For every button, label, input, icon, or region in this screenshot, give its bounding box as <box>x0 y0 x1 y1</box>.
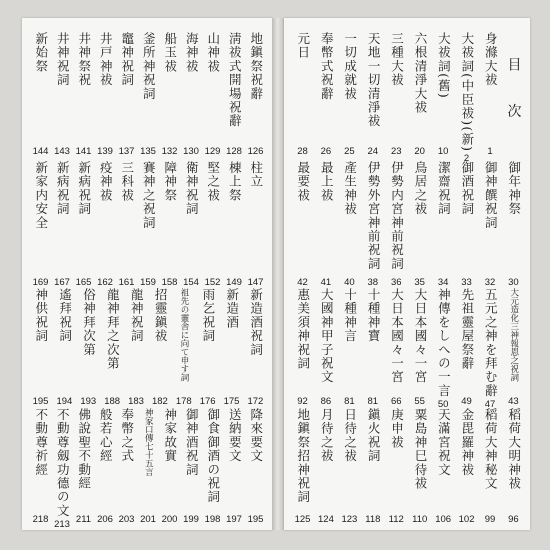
toc-entry-title: 地鎭祭招神祝詞 <box>295 408 311 504</box>
toc-entry-title: 伊勢外宮神前祝詞 <box>366 161 382 271</box>
toc-entry-page-number: 86 <box>320 395 332 407</box>
toc-entry-page-number: 92 <box>297 395 308 407</box>
toc-entry-page-number: 154 <box>183 276 199 288</box>
toc-entry-page-number: 183 <box>128 395 144 407</box>
toc-entry-page-number: 125 <box>294 513 311 525</box>
toc-entry-title: 堅之祓 <box>205 161 221 203</box>
toc-entry-page-number: 135 <box>140 145 156 157</box>
toc-entry-page-number: 66 <box>390 395 402 407</box>
toc-entry-page-number: 130 <box>183 145 199 157</box>
toc-entry-page-number: 199 <box>183 513 199 525</box>
toc-entry-page-number: 49 <box>461 395 472 407</box>
toc-entry-page-number: 198 <box>204 513 221 525</box>
toc-entry-page-number: 159 <box>140 276 156 288</box>
toc-entry-title: 產生神祓 <box>342 161 358 216</box>
toc-entry-page-number: 35 <box>414 276 425 288</box>
toc-entry-title: 山神祓 <box>205 32 221 74</box>
toc-entry-title: 十種神寶 <box>366 288 382 343</box>
toc-entry <box>480 408 501 524</box>
toc-entry-title: 井神祝詞 <box>55 32 71 87</box>
toc-entry-page-number: 96 <box>508 513 519 525</box>
toc-entry-page-number: 43 <box>508 395 519 407</box>
toc-entry-page-number: 149 <box>226 276 242 288</box>
toc-entry-page-number: 128 <box>226 145 242 157</box>
toc-row <box>30 32 266 156</box>
toc-entry-page-number: 28 <box>297 145 308 157</box>
toc-entry-title: 天滿宮祝文 <box>436 408 452 477</box>
toc-entry-title: 神傳をしへの一言 <box>436 288 452 398</box>
toc-entry-title: 粟島神巳待祓 <box>412 408 428 491</box>
toc-entry-title: 釜所神祝詞 <box>141 32 157 101</box>
toc-entry <box>409 408 430 524</box>
toc-entry-title: 招靈鎭祓 <box>153 288 169 343</box>
toc-entry-page-number: 40 <box>344 276 355 288</box>
toc-entry-title: 大祓詞(中臣祓)(新) <box>459 32 475 153</box>
toc-entry-page-number: 178 <box>175 395 192 407</box>
toc-entry <box>30 32 51 156</box>
left-page <box>22 18 272 530</box>
toc-entry <box>480 161 501 287</box>
toc-entry-page-number: 24 <box>367 145 379 157</box>
toc-entry <box>456 288 477 406</box>
toc-entry-title: 海神祓 <box>184 32 200 74</box>
toc-entry <box>503 161 524 287</box>
toc-entry-title: 奉幣式祝辭 <box>319 32 335 101</box>
toc-entry-page-number: 203 <box>118 513 135 525</box>
toc-entry <box>245 32 266 156</box>
toc-entry <box>456 161 477 287</box>
toc-entry-page-number: 26 <box>320 145 332 157</box>
toc-entry <box>315 288 336 406</box>
toc-entry <box>480 32 501 156</box>
toc-entry-page-number: 161 <box>118 276 135 288</box>
toc-entry-page-number: 132 <box>161 145 178 157</box>
toc-entry-title: 井戸神祓 <box>98 32 114 87</box>
toc-entry-title: 惠美須神祝詞 <box>295 288 311 371</box>
toc-entry-title: 大國神甲子祝文 <box>319 288 335 384</box>
toc-entry-title: 元日 <box>295 32 311 60</box>
toc-entry <box>292 32 313 156</box>
toc-entry <box>173 288 194 406</box>
toc-entry-page-number: 99 <box>484 513 496 525</box>
toc-entry-page-number: 30 <box>508 276 519 288</box>
toc-entry-title: 遙拜祝詞 <box>57 288 73 343</box>
toc-entry-title: 潔齋祝詞 <box>436 161 452 216</box>
toc-entry-title: 龍神祝詞 <box>129 288 145 343</box>
toc-entry-page-number: 38 <box>367 276 379 288</box>
toc-entry-title: 一切成就祓 <box>342 32 358 101</box>
toc-entry <box>386 408 407 524</box>
toc-entry <box>362 288 383 406</box>
toc-entry <box>52 408 73 530</box>
toc-entry-page-number: 23 <box>390 145 402 157</box>
toc-entry <box>224 408 245 524</box>
toc-entry-title: 淸祓式開場祝辭 <box>227 32 243 128</box>
toc-entry-page-number: 195 <box>247 513 264 525</box>
toc-entry-page-number: 194 <box>56 395 73 407</box>
toc-entry-page-number: 10 <box>437 145 449 157</box>
toc-entry-title: 新造酒祝詞 <box>248 288 264 357</box>
toc-entry-page-number: 33 <box>461 276 472 288</box>
toc-entry-title: 神供祝詞 <box>33 288 49 343</box>
toc-entry-page-number: 20 <box>414 145 425 157</box>
toc-entry <box>315 408 336 524</box>
toc-entry <box>159 32 180 156</box>
toc-entry-title: 柱立 <box>248 161 264 189</box>
toc-entry-page-number: 42 <box>297 276 308 288</box>
toc-entry-title: 五元之神を拜む辭 <box>483 288 499 398</box>
toc-entry <box>95 32 116 156</box>
toc-entry-title: 不動尊劔功德の文 <box>55 408 71 518</box>
toc-entry-page-number: 81 <box>344 395 355 407</box>
toc-entry <box>224 32 245 156</box>
toc-entry-title: 御神酒祝詞 <box>184 408 200 477</box>
toc-entry-title: 月待之祓 <box>319 408 335 463</box>
toc-entry-page-number: 32 <box>484 276 496 288</box>
toc-entry <box>224 161 245 287</box>
toc-entry <box>73 161 94 287</box>
toc-entry <box>409 32 430 156</box>
toc-entry-page-number: 36 <box>390 276 402 288</box>
toc-entry-title: 龍神拜之次第 <box>105 288 121 371</box>
toc-entry <box>159 161 180 287</box>
toc-entry-page-number: 188 <box>104 395 121 407</box>
toc-entry-page-number: 118 <box>365 513 381 525</box>
toc-entry <box>480 288 501 410</box>
toc-entry-title: 神家故實 <box>162 408 178 463</box>
toc-entry <box>292 288 313 406</box>
toc-entry-page-number: 50 <box>437 398 449 410</box>
toc-entry <box>245 161 266 287</box>
toc-entry-page-number: 141 <box>75 145 92 157</box>
toc-entry <box>181 408 202 524</box>
toc-entry <box>116 32 137 156</box>
toc-entry <box>362 161 383 287</box>
toc-entry <box>126 288 147 406</box>
toc-entry <box>503 408 524 524</box>
toc-entry-title: 祖先の靈舎に向て申す詞 <box>179 288 189 382</box>
toc-entry-title: 先祖靈屋祭辭 <box>459 288 475 371</box>
toc-row <box>30 288 266 406</box>
toc-entry-page-number: 201 <box>140 513 156 525</box>
toc-entry-title: 新病祝詞 <box>76 161 92 216</box>
toc-entry-page-number: 213 <box>54 518 70 530</box>
toc-entry-title: 障神祭 <box>162 161 178 203</box>
toc-entry <box>95 161 116 287</box>
toc-entry <box>339 161 360 287</box>
toc-entry-page-number: 193 <box>80 395 97 407</box>
toc-row <box>30 408 266 530</box>
toc-entry-title: 降來要文 <box>248 408 264 463</box>
toc-entry <box>456 32 477 165</box>
toc-entry-page-number: 182 <box>151 395 168 407</box>
toc-entry-title: 最要祓 <box>295 161 311 203</box>
toc-entry <box>138 408 159 524</box>
toc-entry-title: 竈神祝詞 <box>119 32 135 87</box>
toc-entry-title: 大日本國々一宮 <box>412 288 428 384</box>
toc-entry-title: 稻荷大神秘文 <box>483 408 499 491</box>
toc-entry <box>409 288 430 406</box>
toc-entry-page-number: 167 <box>54 276 70 288</box>
toc-entry <box>362 32 383 156</box>
toc-entry-page-number: 129 <box>204 145 221 157</box>
toc-entry-page-number: 112 <box>388 513 404 525</box>
toc-entry-page-number: 137 <box>118 145 135 157</box>
toc-entry-page-number: 102 <box>458 513 475 525</box>
toc-entry-title: 送納要文 <box>227 408 243 463</box>
toc-entry <box>362 408 383 524</box>
book-gutter <box>272 18 284 530</box>
toc-entry <box>315 32 336 156</box>
toc-entry-title: 奉幣之式 <box>119 408 135 463</box>
toc-entry <box>433 288 454 410</box>
toc-entry <box>221 288 242 406</box>
toc-entry <box>456 408 477 524</box>
toc-entry-title: 新始祭 <box>33 32 49 74</box>
toc-entry-title: 俗神拜次第 <box>81 288 97 357</box>
toc-entry <box>116 161 137 287</box>
toc-entry-title: 雨乞祝詞 <box>200 288 216 343</box>
toc-row <box>292 408 524 524</box>
toc-entry-page-number: 172 <box>247 395 264 407</box>
toc-entry-page-number: 147 <box>247 276 264 288</box>
toc-entry-title: 金毘羅神祓 <box>459 408 475 477</box>
toc-entry <box>202 408 223 524</box>
toc-entry <box>339 288 360 406</box>
toc-entry <box>30 408 51 524</box>
toc-entry-page-number: 197 <box>226 513 242 525</box>
toc-entry-page-number: 165 <box>75 276 92 288</box>
toc-entry <box>409 161 430 287</box>
toc-entry-title: 新病祝詞 <box>55 161 71 216</box>
toc-entry-title: 御神饌祝詞 <box>483 161 499 230</box>
toc-entry-page-number: 144 <box>32 145 49 157</box>
toc-entry-page-number: 143 <box>54 145 70 157</box>
toc-entry <box>181 32 202 156</box>
toc-entry <box>149 288 170 406</box>
toc-entry-title: 身滌大祓 <box>483 32 499 87</box>
toc-entry <box>386 32 407 156</box>
toc-entry-title: 鎭火祝詞 <box>366 408 382 463</box>
toc-entry-title: 船玉祓 <box>162 32 178 74</box>
toc-entry-title: 佛說聖不動經 <box>76 408 92 491</box>
toc-entry-title: 新家内安全 <box>33 161 49 230</box>
toc-entry <box>73 32 94 156</box>
toc-entry-page-number: 158 <box>161 276 178 288</box>
toc-entry-title: 御年神祭 <box>506 161 522 216</box>
toc-entry-title: 最上祓 <box>319 161 335 203</box>
toc-entry-page-number: 162 <box>97 276 113 288</box>
toc-entry <box>292 408 313 524</box>
toc-entry-title: 六根清淨大祓 <box>412 32 428 115</box>
toc-entry <box>95 408 116 524</box>
toc-entry-title: 伊勢内宮神前祝詞 <box>389 161 405 271</box>
toc-entry <box>245 408 266 524</box>
toc-entry-title: 日待之祓 <box>342 408 358 463</box>
right-page <box>284 18 530 530</box>
toc-entry <box>54 288 75 406</box>
toc-entry-page-number: 175 <box>223 395 240 407</box>
toc-entry-title: 稻荷大明神祓 <box>506 408 522 491</box>
toc-entry-page-number: 110 <box>412 513 428 525</box>
toc-entry-title: 般若心經 <box>98 408 114 463</box>
toc-entry <box>30 288 51 406</box>
toc-entry-page-number: 139 <box>97 145 113 157</box>
toc-entry <box>52 161 73 287</box>
toc-entry <box>116 408 137 524</box>
toc-entry-title: 庚申祓 <box>389 408 405 450</box>
toc-entry-page-number: 123 <box>341 513 358 525</box>
toc-entry-title: 三種大祓 <box>389 32 405 87</box>
toc-entry-page-number: 1 <box>487 145 493 157</box>
toc-entry <box>386 161 407 287</box>
toc-entry <box>503 288 524 406</box>
toc-entry <box>202 32 223 156</box>
toc-entry-title: 神家口傳七十五言 <box>143 408 154 476</box>
toc-row <box>292 161 524 287</box>
toc-entry <box>202 161 223 287</box>
toc-entry <box>30 161 51 287</box>
toc-entry-page-number: 25 <box>344 145 355 157</box>
toc-entry-title: 十種神言 <box>342 288 358 343</box>
toc-entry-title: 大元造化三神報恩之祝詞 <box>508 288 519 382</box>
toc-entry <box>339 408 360 524</box>
toc-entry-title: 不動尊祈經 <box>33 408 49 477</box>
toc-entry <box>78 288 99 406</box>
toc-entry-page-number: 169 <box>32 276 49 288</box>
toc-entry-title: 賽神之祝詞 <box>141 161 157 230</box>
toc-entry-page-number: 218 <box>32 513 49 525</box>
toc-heading-column <box>503 32 524 156</box>
toc-entry <box>138 161 159 287</box>
toc-entry-page-number: 124 <box>318 513 334 525</box>
toc-entry <box>102 288 123 406</box>
toc-entry-page-number: 195 <box>32 395 49 407</box>
toc-entry-title: 三科祓 <box>119 161 135 203</box>
toc-entry-title: 新造酒 <box>224 288 240 330</box>
toc-entry-page-number: 126 <box>247 145 264 157</box>
toc-heading: 目 次 <box>505 56 522 132</box>
toc-entry-page-number: 34 <box>437 276 449 288</box>
toc-entry <box>52 32 73 156</box>
toc-entry-page-number: 2 <box>463 153 470 165</box>
toc-entry <box>245 288 266 406</box>
toc-entry-page-number: 206 <box>97 513 113 525</box>
toc-row <box>292 288 524 410</box>
toc-entry <box>386 288 407 406</box>
toc-entry <box>339 32 360 156</box>
toc-entry-page-number: 106 <box>435 513 452 525</box>
toc-entry-page-number: 47 <box>484 398 496 410</box>
toc-entry-page-number: 41 <box>320 276 332 288</box>
toc-entry <box>433 161 454 287</box>
toc-entry-page-number: 200 <box>161 513 178 525</box>
toc-entry <box>315 161 336 287</box>
toc-entry-title: 大日本國々一宮 <box>389 288 405 384</box>
toc-entry-title: 疫神祓 <box>98 161 114 203</box>
toc-entry-page-number: 211 <box>75 513 92 525</box>
toc-entry <box>73 408 94 524</box>
toc-entry <box>292 161 313 287</box>
toc-entry-title: 地鎭祭祝辭 <box>248 32 264 101</box>
toc-entry-title: 棟上祭 <box>227 161 243 203</box>
toc-entry <box>159 408 180 524</box>
toc-entry <box>433 408 454 524</box>
toc-row <box>30 161 266 287</box>
toc-row <box>292 32 524 165</box>
toc-entry-title: 井神祭祝 <box>76 32 92 87</box>
toc-entry-page-number: 176 <box>199 395 216 407</box>
toc-entry-title: 御酒祝詞 <box>459 161 475 216</box>
toc-entry-page-number: 81 <box>367 395 379 407</box>
toc-entry <box>433 32 454 156</box>
toc-entry-title: 鳥居之祓 <box>412 161 428 216</box>
toc-entry-page-number: 152 <box>204 276 221 288</box>
toc-entry <box>138 32 159 156</box>
toc-entry-title: 天地一切清淨祓 <box>366 32 382 128</box>
toc-entry <box>197 288 218 406</box>
toc-entry <box>181 161 202 287</box>
toc-entry-title: 大祓詞(舊) <box>436 32 452 99</box>
toc-entry-title: 御食御酒の祝詞 <box>205 408 221 504</box>
toc-entry-title: 衛神祝詞 <box>184 161 200 216</box>
toc-entry-page-number: 55 <box>414 395 425 407</box>
